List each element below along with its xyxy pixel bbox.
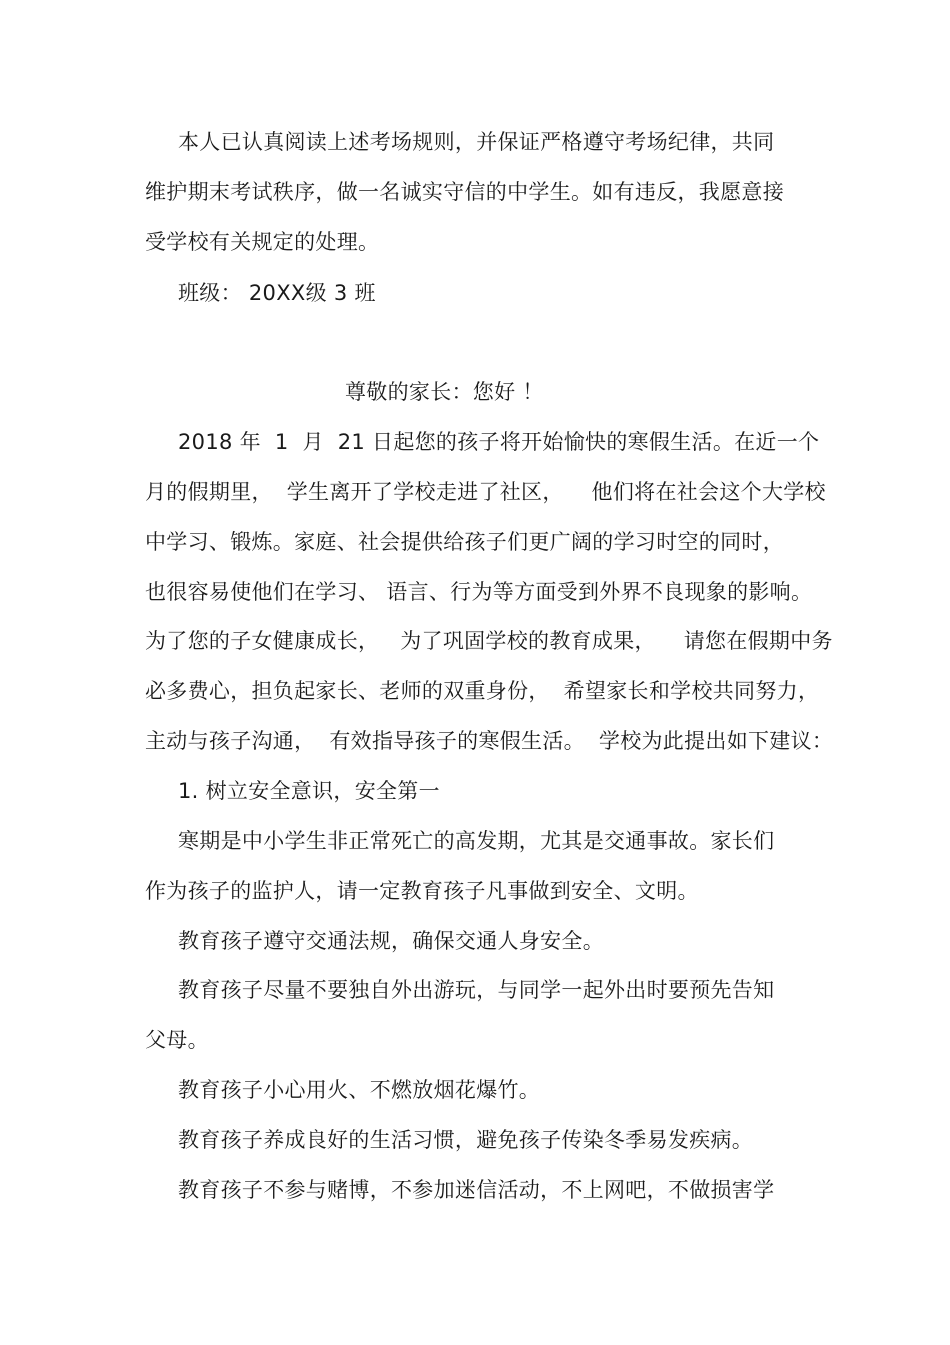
pledge-line-1: 本人已认真阅读上述考场规则，并保证严格遵守考场纪律，共同	[178, 130, 775, 154]
letter-p1-line: 必多费心，担负起家长、老师的双重身份， 希望家长和学校共同努力，	[145, 679, 820, 703]
letter-p1-line: 2018 年 1 月 21 日起您的孩子将开始愉快的寒假生活。在近一个	[178, 430, 820, 454]
letter-p1-line: 月的假期里， 学生离开了学校走进了社区， 他们将在社会这个大学校	[145, 480, 826, 504]
letter-p1-line: 也很容易使他们在学习、 语言、行为等方面受到外界不良现象的影响。	[145, 580, 813, 604]
letter-p6: 教育孩子养成良好的生活习惯，避免孩子传染冬季易发疾病。	[178, 1128, 754, 1152]
letter-p1-line: 主动与孩子沟通， 有效指导孩子的寒假生活。 学校为此提出如下建议：	[145, 729, 834, 753]
pledge-line-2: 维护期末考试秩序，做一名诚实守信的中学生。如有违反，我愿意接	[145, 180, 784, 204]
letter-p3: 教育孩子遵守交通法规，确保交通人身安全。	[178, 929, 604, 953]
letter-p4-line: 父母。	[145, 1028, 209, 1052]
letter-p7: 教育孩子不参与赌博，不参加迷信活动，不上网吧，不做损害学	[178, 1178, 775, 1202]
letter-p2-line: 作为孩子的监护人，请一定教育孩子凡事做到安全、文明。	[145, 879, 699, 903]
class-line: 班级： 20XX级 3 班	[178, 281, 376, 305]
section-title: 1. 树立安全意识，安全第一	[178, 779, 440, 803]
letter-p5: 教育孩子小心用火、不燃放烟花爆竹。	[178, 1078, 541, 1102]
pledge-line-3: 受学校有关规定的处理。	[145, 230, 380, 254]
letter-greeting: 尊敬的家长：您好 ！	[345, 380, 544, 404]
letter-p1-line: 为了您的子女健康成长， 为了巩固学校的教育成果， 请您在假期中务	[145, 629, 833, 653]
letter-p1-line: 中学习、锻炼。家庭、社会提供给孩子们更广阔的学习时空的同时，	[145, 530, 784, 554]
letter-p2-line: 寒期是中小学生非正常死亡的高发期，尤其是交通事故。家长们	[178, 829, 775, 853]
letter-p4-line: 教育孩子尽量不要独自外出游玩，与同学一起外出时要预先告知	[178, 978, 775, 1002]
